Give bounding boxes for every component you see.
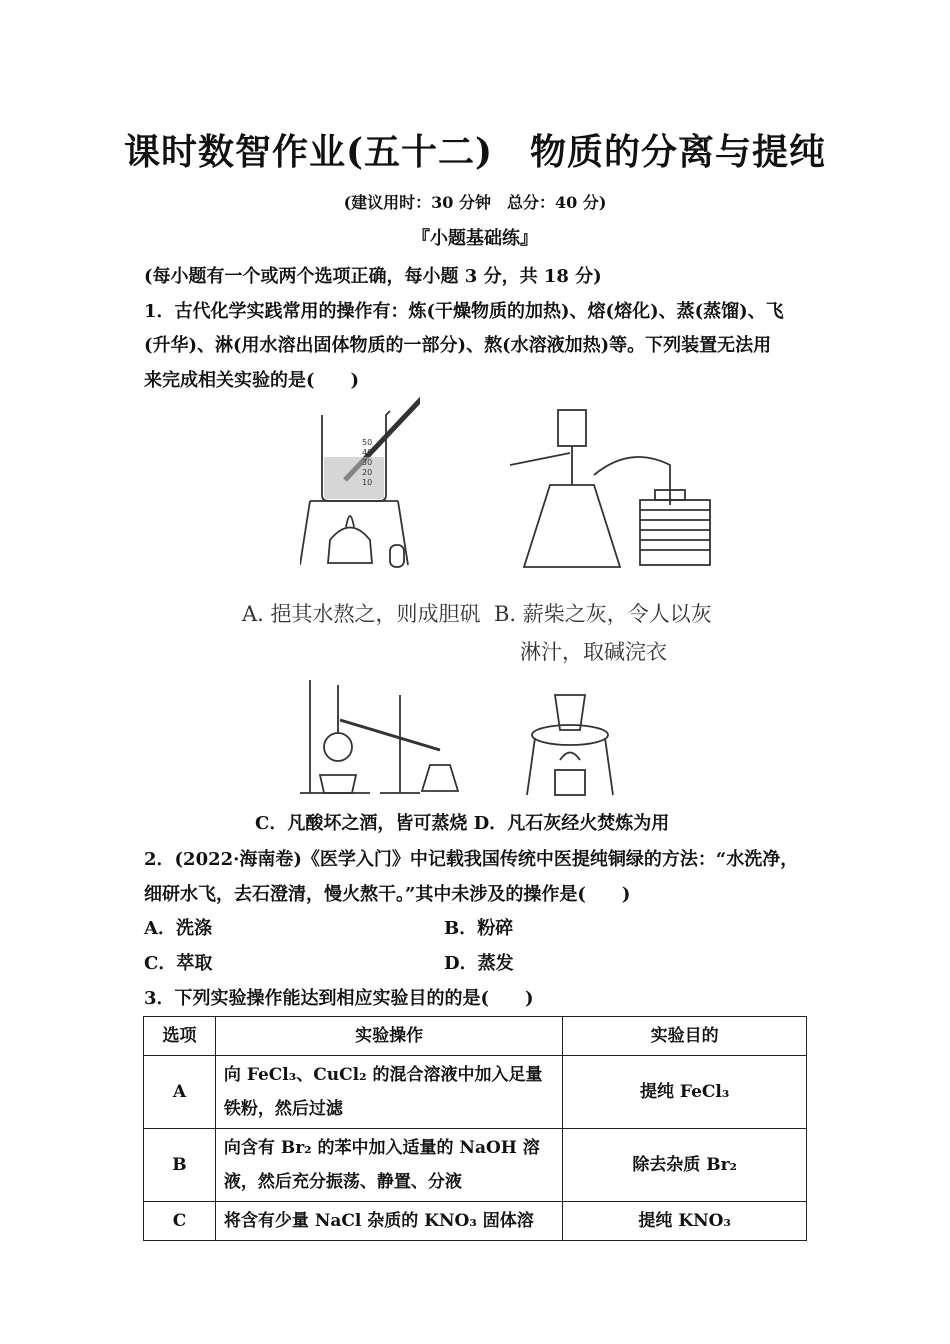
q1-stem-line2: (升华)、淋(用水溶出固体物质的一部分)、熬(水溶液加热)等。下列装置无法用: [144, 335, 772, 356]
q2-option-c: C．萃取: [144, 953, 213, 974]
row-purpose: 提纯 FeCl₃: [563, 1056, 807, 1129]
caption-b-line2: 淋汁，取碱浣衣: [520, 640, 667, 664]
table-row: [144, 1129, 807, 1202]
row-purpose: 提纯 KNO₃: [563, 1202, 807, 1241]
q3-table: [143, 1016, 807, 1241]
instruction-text: (每小题有一个或两个选项正确，每小题 3 分，共 18 分): [144, 266, 602, 287]
q3-stem: 3．下列实验操作能达到相应实验目的的是( ): [144, 988, 534, 1009]
beaker-tick-30: 30: [362, 458, 373, 467]
tripod-leg-left: [300, 501, 310, 565]
row-label: C: [144, 1202, 216, 1241]
time-score-info: (建议用时：30 分钟 总分：40 分): [343, 193, 607, 212]
header-purpose: 实验目的: [563, 1017, 807, 1056]
table-row: [144, 1056, 807, 1129]
q2-option-a: A．洗涤: [144, 918, 212, 939]
row-purpose: 除去杂质 Br₂: [563, 1129, 807, 1202]
lamp-cap: [390, 545, 404, 567]
tripod-leg-left: [527, 738, 535, 795]
apparatus-a-evaporation-figure: [300, 395, 420, 575]
beaker-tick-40: 40: [362, 448, 373, 457]
apparatus-c-distillation-figure: [300, 675, 470, 800]
section-heading: 『小题基础练』: [412, 228, 538, 249]
beaker-tick-10: 10: [362, 478, 373, 487]
buchner-funnel: [558, 410, 586, 446]
header-operation: 实验操作: [215, 1017, 562, 1056]
apparatus-d-crucible-figure: [525, 690, 615, 800]
row-operation-line1: 向 FeCl₃、CuCl₂ 的混合溶液中加入足量: [223, 1065, 543, 1085]
burner: [555, 770, 585, 795]
apparatus-b-filtration-figure: [510, 405, 720, 575]
tripod-leg-right: [398, 501, 408, 565]
row-label: A: [144, 1056, 216, 1129]
row-operation-line1: 将含有少量 NaCl 杂质的 KNO₃ 固体溶: [223, 1211, 534, 1231]
row-operation: [215, 1202, 562, 1241]
q2-stem-line2: 细研水飞，去石澄清，慢火熬干。”其中未涉及的操作是( ): [144, 884, 631, 905]
suction-flask: [524, 485, 620, 567]
clamp-arm: [510, 453, 570, 465]
caption-a: A. 挹其水熬之，则成胆矾: [242, 602, 481, 626]
caption-c-d: C．凡酸坏之酒，皆可蒸烧 D．凡石灰经火焚炼为用: [255, 813, 670, 834]
table-row: [144, 1202, 807, 1241]
q1-stem-line1: 1．古代化学实践常用的操作有：炼(干燥物质的加热)、熔(熔化)、蒸(蒸馏)、飞: [144, 301, 784, 322]
solution-liquid: [324, 457, 384, 499]
flame: [346, 516, 354, 527]
tripod-leg-right: [605, 738, 613, 795]
row-operation-line2: 液，然后充分振荡、静置、分液: [223, 1172, 462, 1192]
table-header-row: [144, 1017, 807, 1056]
beaker-tick-20: 20: [362, 468, 373, 477]
q2-option-b: B．粉碎: [444, 918, 514, 939]
distillation-flask: [324, 733, 352, 761]
row-operation-line2: 铁粉，然后过滤: [223, 1099, 343, 1119]
q1-stem-line3: 来完成相关实验的是( ): [144, 370, 360, 391]
receiving-flask: [422, 765, 458, 791]
flame: [560, 753, 580, 761]
row-operation-line1: 向含有 Br₂ 的苯中加入适量的 NaOH 溶: [223, 1138, 540, 1158]
row-operation: [215, 1056, 562, 1129]
beaker-tick-50: 50: [362, 438, 373, 447]
q2-option-d: D．蒸发: [444, 953, 514, 974]
row-label: B: [144, 1129, 216, 1202]
header-option: 选项: [144, 1017, 216, 1056]
page-title: 课时数智作业(五十二) 物质的分离与提纯: [123, 131, 827, 173]
condenser: [340, 720, 440, 750]
heater: [320, 775, 356, 793]
row-operation: [215, 1129, 562, 1202]
q2-stem-line1: 2．(2022·海南卷)《医学入门》中记载我国传统中医提纯铜绿的方法：“水洗净，: [144, 849, 799, 870]
rubber-tube: [594, 457, 670, 505]
clay-triangle: [532, 725, 608, 745]
caption-b-line1: B. 薪柴之灰，令人以灰: [494, 602, 712, 626]
alcohol-lamp: [328, 528, 372, 564]
